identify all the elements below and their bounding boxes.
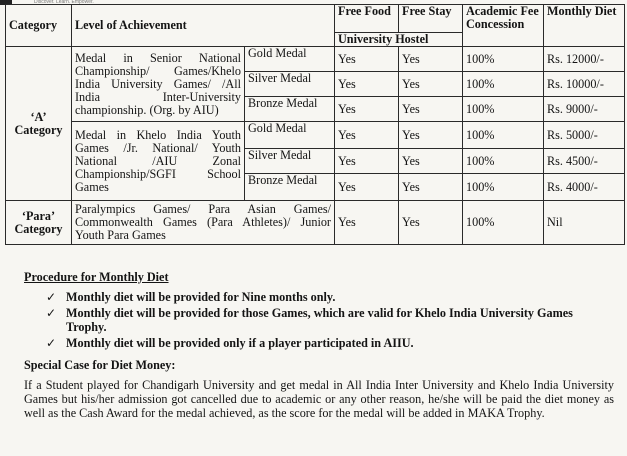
diet-cell: Rs. 5000/- [544,122,625,149]
fee-cell: 100% [463,122,544,149]
fee-cell: 100% [463,149,544,174]
category-para-cell: ‘Para’ Category [6,201,72,245]
food-cell: Yes [335,72,399,97]
stay-cell: Yes [399,174,463,201]
list-item-text: Monthly diet will be provided for Nine months only. [66,290,336,304]
food-cell: Yes [335,122,399,149]
fee-cell: 100% [463,97,544,122]
diet-cell: Rs. 10000/- [544,72,625,97]
table-row [6,47,625,72]
medal-cell: Bronze Medal [245,174,335,201]
header-free-stay: Free Stay [399,5,463,33]
medal-cell: Bronze Medal [245,97,335,122]
header-academic-fee: Academic Fee Concession [463,5,544,47]
table-row [6,122,625,149]
header-row [6,5,625,33]
achievement-table [5,4,625,245]
list-item [46,306,614,334]
procedure-title: Procedure for Monthly Diet [24,270,169,284]
food-cell: Yes [335,201,399,245]
list-item-text: Monthly diet will be provided for those Games, which are valid for Khelo India University Games Trophy. [66,306,573,334]
group2-level-cell: Medal in Khelo India Youth Games /Jr. National/ Youth National /AIU Zonal Championship/SGFI School Games [72,122,245,201]
medal-cell: Silver Medal [245,149,335,174]
header-tagline: Discover. Learn. Empower. [34,0,94,5]
stay-cell: Yes [399,149,463,174]
fee-cell: 100% [463,174,544,201]
check-icon: ✓ [46,336,57,350]
medal-cell: Gold Medal [245,122,335,149]
list-item [46,290,614,304]
stay-cell: Yes [399,97,463,122]
diet-cell: Rs. 9000/- [544,97,625,122]
food-cell: Yes [335,97,399,122]
diet-cell: Rs. 4500/- [544,149,625,174]
header-free-food: Free Food [335,5,399,33]
stay-cell: Yes [399,122,463,149]
diet-cell: Rs. 4000/- [544,174,625,201]
group1-level-cell: Medal in Senior National Championship/ Games/Khelo India University Games/ /All India Inter-University championship. (Org. by AIU) [72,47,245,122]
food-cell: Yes [335,47,399,72]
header-monthly-diet: Monthly Diet [544,5,625,47]
fee-cell: 100% [463,47,544,72]
check-icon: ✓ [46,290,57,304]
header-university-hostel: University Hostel [335,33,463,47]
table-row [6,201,625,245]
stay-cell: Yes [399,201,463,245]
procedure-list [24,290,614,350]
food-cell: Yes [335,174,399,201]
food-cell: Yes [335,149,399,174]
medal-cell: Gold Medal [245,47,335,72]
stay-cell: Yes [399,47,463,72]
list-item [46,336,614,350]
para-level-cell: Paralympics Games/ Para Asian Games/ Commonwealth Games (Para Athletes)/ Junior Youth Para Games [72,201,335,245]
fee-cell: 100% [463,201,544,245]
header-category: Category [6,5,72,47]
check-icon: ✓ [46,306,57,320]
header-level: Level of Achievement [72,5,335,47]
special-case-title: Special Case for Diet Money: [24,358,176,372]
list-item-text: Monthly diet will be provided only if a player participated in AIIU. [66,336,414,350]
document-body [24,270,614,420]
fee-cell: 100% [463,72,544,97]
category-a-cell: ‘A’ Category [6,47,72,201]
diet-cell: Rs. 12000/- [544,47,625,72]
special-case-text: If a Student played for Chandigarh University and get medal in All India Inter University and Khelo India University Games but his/her admission got cancelled due to academic or any other reason, he/she will be paid the diet money as well as the Cash Award for the medal achieved, as the score for the medal will be added in MAKA Trophy. [24,378,614,420]
medal-cell: Silver Medal [245,72,335,97]
diet-cell: Nil [544,201,625,245]
stay-cell: Yes [399,72,463,97]
